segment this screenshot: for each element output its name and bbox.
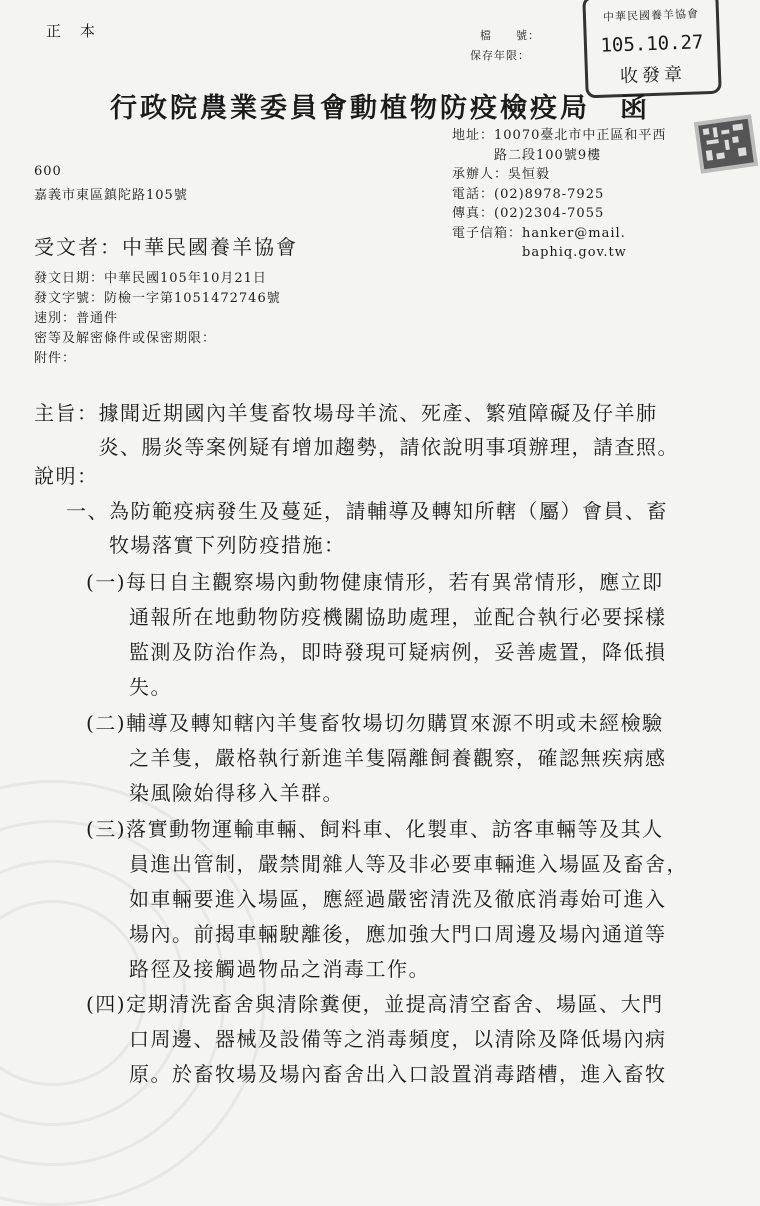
item-line: (三)落實動物運輸車輛、飼料車、化製車、訪客車輛等及其人 [86,817,664,841]
document-number: 發文字號：防檢一字第1051472746號 [34,291,281,306]
contact-line: 路二段100號9樓 [452,147,602,163]
item-line: 通報所在地動物防疫機關協助處理，並配合執行必要採樣 [86,605,667,629]
issue-date: 發文日期：中華民國105年10月21日 [34,271,267,286]
item-three [86,812,688,987]
contact-line: 傳真：(02)2304-7055 [452,206,605,221]
item-line: 之羊隻，嚴格執行新進羊隻隔離飼養觀察，確認無疾病感 [86,746,667,770]
retention-period-label: 保存年限： [470,49,530,62]
item-line: 染風險始得移入羊群。 [86,781,344,805]
item-line: 口周邊、器械及設備等之消毒頻度，以清除及降低場內病 [86,1027,667,1051]
document-meta [34,269,281,369]
item-line: (二)輔導及轉知轄內羊隻畜牧場切勿購買來源不明或未經檢驗 [86,711,664,735]
recipient-address: 嘉義市東區鎮陀路105號 [34,188,188,203]
contact-line: 承辦人：吳恒毅 [452,167,551,182]
item-line: 場內。前揭車輛駛離後，應加強大門口周邊及場內通道等 [86,922,667,946]
explanation-label: 說明： [34,464,99,488]
contact-line: 地址：10070臺北市中正區和平西 [452,128,667,143]
item-line: 如車輛要進入場區，應經過嚴密清洗及徹底消毒始可進入 [86,887,667,911]
item-line: (四)定期清洗畜舍與清除糞便，並提高清空畜舍、場區、大門 [86,992,664,1016]
subject-line: 炎、腸炎等案例疑有增加趨勢，請依說明事項辦理，請查照。 [34,435,679,459]
document-title: 行政院農業委員會動植物防疫檢疫局 函 [110,93,650,124]
contact-line: 電子信箱：hanker@mail. [452,225,626,241]
copy-mark: 正 本 [46,22,98,40]
postal-code: 600 [34,164,62,179]
item-line: 失。 [86,675,172,699]
item-two [86,706,667,811]
item-line: 路徑及接觸過物品之消毒工作。 [86,957,430,981]
section-line: 一、為防範疫病發生及蔓延，請輔導及轉知所轄（屬）會員、畜 [66,499,668,523]
sender-contact [452,126,666,263]
attachments: 附件： [34,351,77,366]
contact-line: baphiq.gov.tw [452,245,627,260]
confidentiality: 密等及解密條件或保密期限： [34,331,217,346]
stamp-date: 105.10.27 [600,31,704,57]
item-line: 原。於畜牧場及場內畜舍出入口設置消毒踏槽，進入畜牧 [86,1062,667,1086]
contact-line: 電話：(02)8978-7925 [452,186,605,202]
delivery-speed: 速別：普通件 [34,311,119,326]
item-line: 員進出管制，嚴禁閒雜人等及非必要車輛進入場區及畜舍， [86,852,688,876]
file-number-label: 檔 號： [480,29,540,42]
item-line: (一)每日自主觀察場內動物健康情形，若有異常情形，應立即 [86,570,664,594]
item-four [86,987,667,1092]
barcode-sticker [694,114,759,174]
item-one [86,565,667,705]
stamp-organization: 中華民國養羊協會 [602,7,700,24]
section-one [66,494,668,562]
subject-line: 主旨：據聞近期國內羊隻畜牧場母羊流、死產、繁殖障礙及仔羊肺 [34,401,658,425]
section-line: 牧場落實下列防疫措施： [66,533,346,557]
item-line: 監測及防治作為，即時發現可疑病例，妥善處置，降低損 [86,640,667,664]
subject [34,396,679,464]
receipt-stamp [582,0,721,98]
recipient: 受文者：中華民國養羊協會 [34,235,298,259]
stamp-receipt-label: 收發章 [619,63,687,88]
